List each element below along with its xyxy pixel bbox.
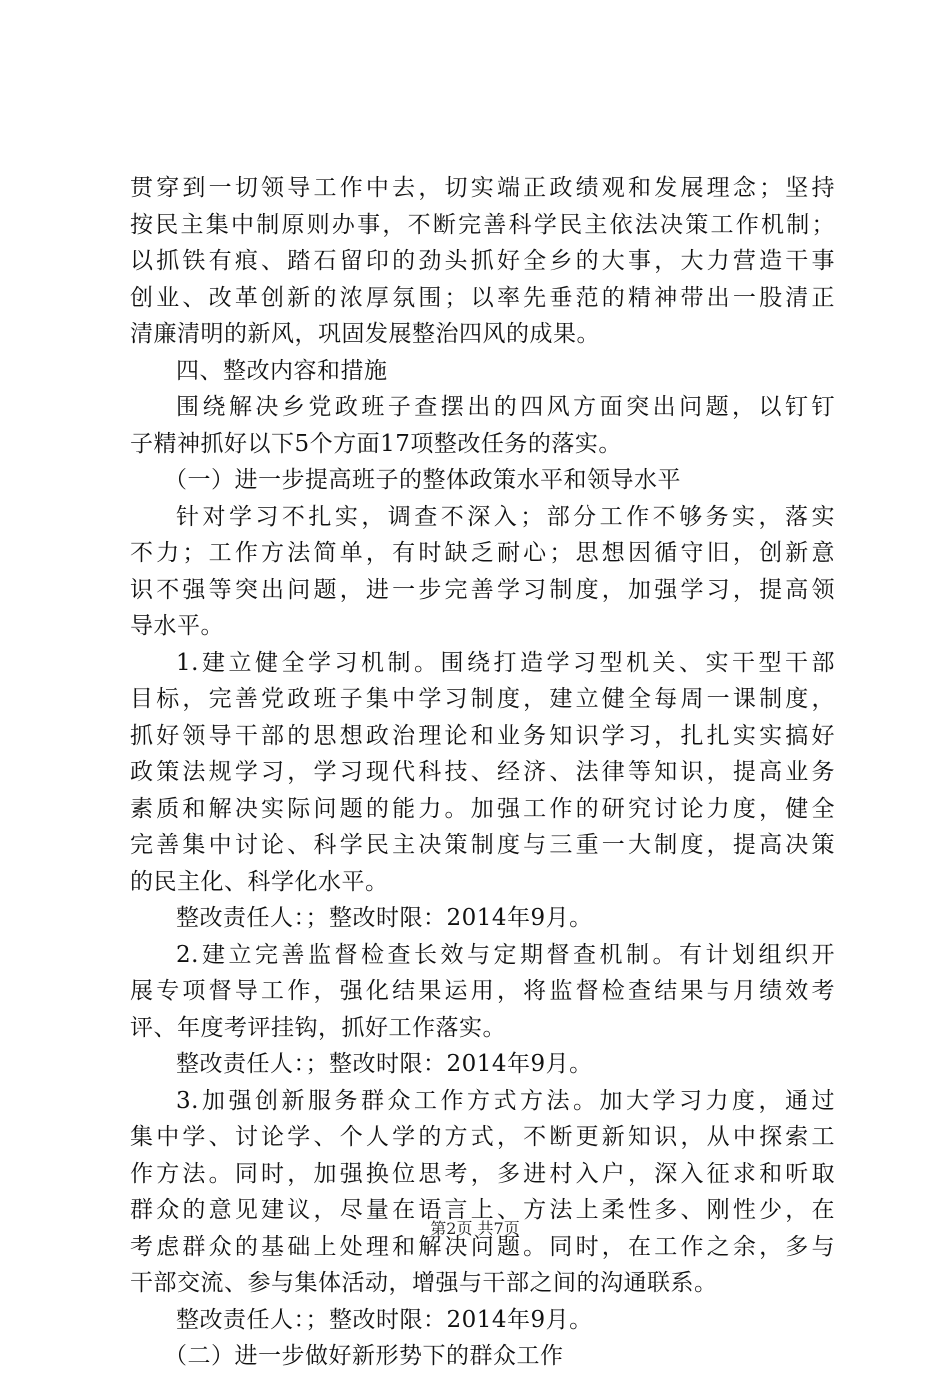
text-line: 导水平。 [130, 613, 224, 639]
text-line: 整改责任人：；整改时限：2014年9月。 [176, 905, 593, 931]
text-line: 干部交流、参与集体活动，增强与干部之间的沟通联系。 [130, 1270, 718, 1296]
paragraph [130, 389, 835, 462]
text-line: 目标，完善党政班子集中学习制度，建立健全每周一课制度， [130, 686, 835, 712]
text-line: 素质和解决实际问题的能力。加强工作的研究讨论力度，健全 [130, 795, 835, 822]
paragraph-item-1 [130, 645, 835, 901]
subsection-heading [130, 462, 835, 499]
text-line: 抓好领导干部的思想政治理论和业务知识学习，扎扎实实搞好 [130, 722, 835, 749]
paragraph-continuation [130, 170, 835, 353]
text-line: 针对学习不扎实，调查不深入；部分工作不够务实，落实 [176, 503, 835, 530]
responsibility-line [130, 1046, 835, 1083]
section-heading [130, 353, 835, 390]
text-line: 3.加强创新服务群众工作方式方法。加大学习力度，通过 [176, 1087, 835, 1114]
text-line: 展专项督导工作，强化结果运用，将监督检查结果与月绩效考 [130, 978, 835, 1004]
text-line: 整改责任人：；整改时限：2014年9月。 [176, 1051, 593, 1077]
text-line: 不力；工作方法简单，有时缺乏耐心；思想因循守旧，创新意 [130, 540, 835, 566]
heading-text: （二）进一步做好新形势下的群众工作 [164, 1343, 564, 1369]
text-line: 按民主集中制原则办事，不断完善科学民主依法决策工作机制； [130, 211, 835, 238]
text-line: 创业、改革创新的浓厚氛围；以率先垂范的精神带出一股清正 [130, 284, 835, 311]
page-number-label: 第2页 共7页 [430, 1219, 520, 1238]
page-footer [0, 1219, 950, 1239]
text-line: 2.建立完善监督检查长效与定期督查机制。有计划组织开 [176, 941, 835, 968]
paragraph-item-3 [130, 1083, 835, 1302]
text-line: 集中学、讨论学、个人学的方式，不断更新知识，从中探索工 [130, 1124, 835, 1150]
text-line: 以抓铁有痕、踏石留印的劲头抓好全乡的大事，大力营造干事 [130, 248, 835, 274]
text-line: 识不强等突出问题，进一步完善学习制度，加强学习，提高领 [130, 576, 835, 603]
text-line: 贯穿到一切领导工作中去，切实端正政绩观和发展理念；坚持 [130, 175, 835, 201]
text-line: 政策法规学习，学习现代科技、经济、法律等知识，提高业务 [130, 759, 835, 785]
text-line: 围绕解决乡党政班子查摆出的四风方面突出问题，以钉钉 [176, 394, 835, 420]
heading-text: （一）进一步提高班子的整体政策水平和领导水平 [164, 467, 681, 493]
text-line: 作方法。同时，加强换位思考，多进村入户，深入征求和听取 [130, 1160, 835, 1187]
responsibility-line [130, 900, 835, 937]
paragraph-item-2 [130, 937, 835, 1047]
subsection-heading [130, 1338, 835, 1375]
document-body [130, 170, 835, 1375]
text-line: 考虑群众的基础上处理和解决问题。同时，在工作之余，多与 [130, 1233, 835, 1260]
text-line: 清廉清明的新风，巩固发展整治四风的成果。 [130, 321, 600, 347]
paragraph [130, 499, 835, 645]
responsibility-line [130, 1302, 835, 1339]
text-line: 评、年度考评挂钩，抓好工作落实。 [130, 1014, 506, 1041]
text-line: 的民主化、科学化水平。 [130, 868, 389, 895]
text-line: 完善集中讨论、科学民主决策制度与三重一大制度，提高决策 [130, 832, 835, 858]
text-line: 1.建立健全学习机制。围绕打造学习型机关、实干型干部 [176, 649, 835, 676]
text-line: 子精神抓好以下5个方面17项整改任务的落实。 [130, 430, 622, 457]
text-line: 整改责任人：；整改时限：2014年9月。 [176, 1306, 593, 1333]
text-line: 群众的意见建议，尽量在语言上、方法上柔性多、刚性少，在 [130, 1197, 835, 1223]
heading-text: 四、整改内容和措施 [176, 357, 388, 384]
